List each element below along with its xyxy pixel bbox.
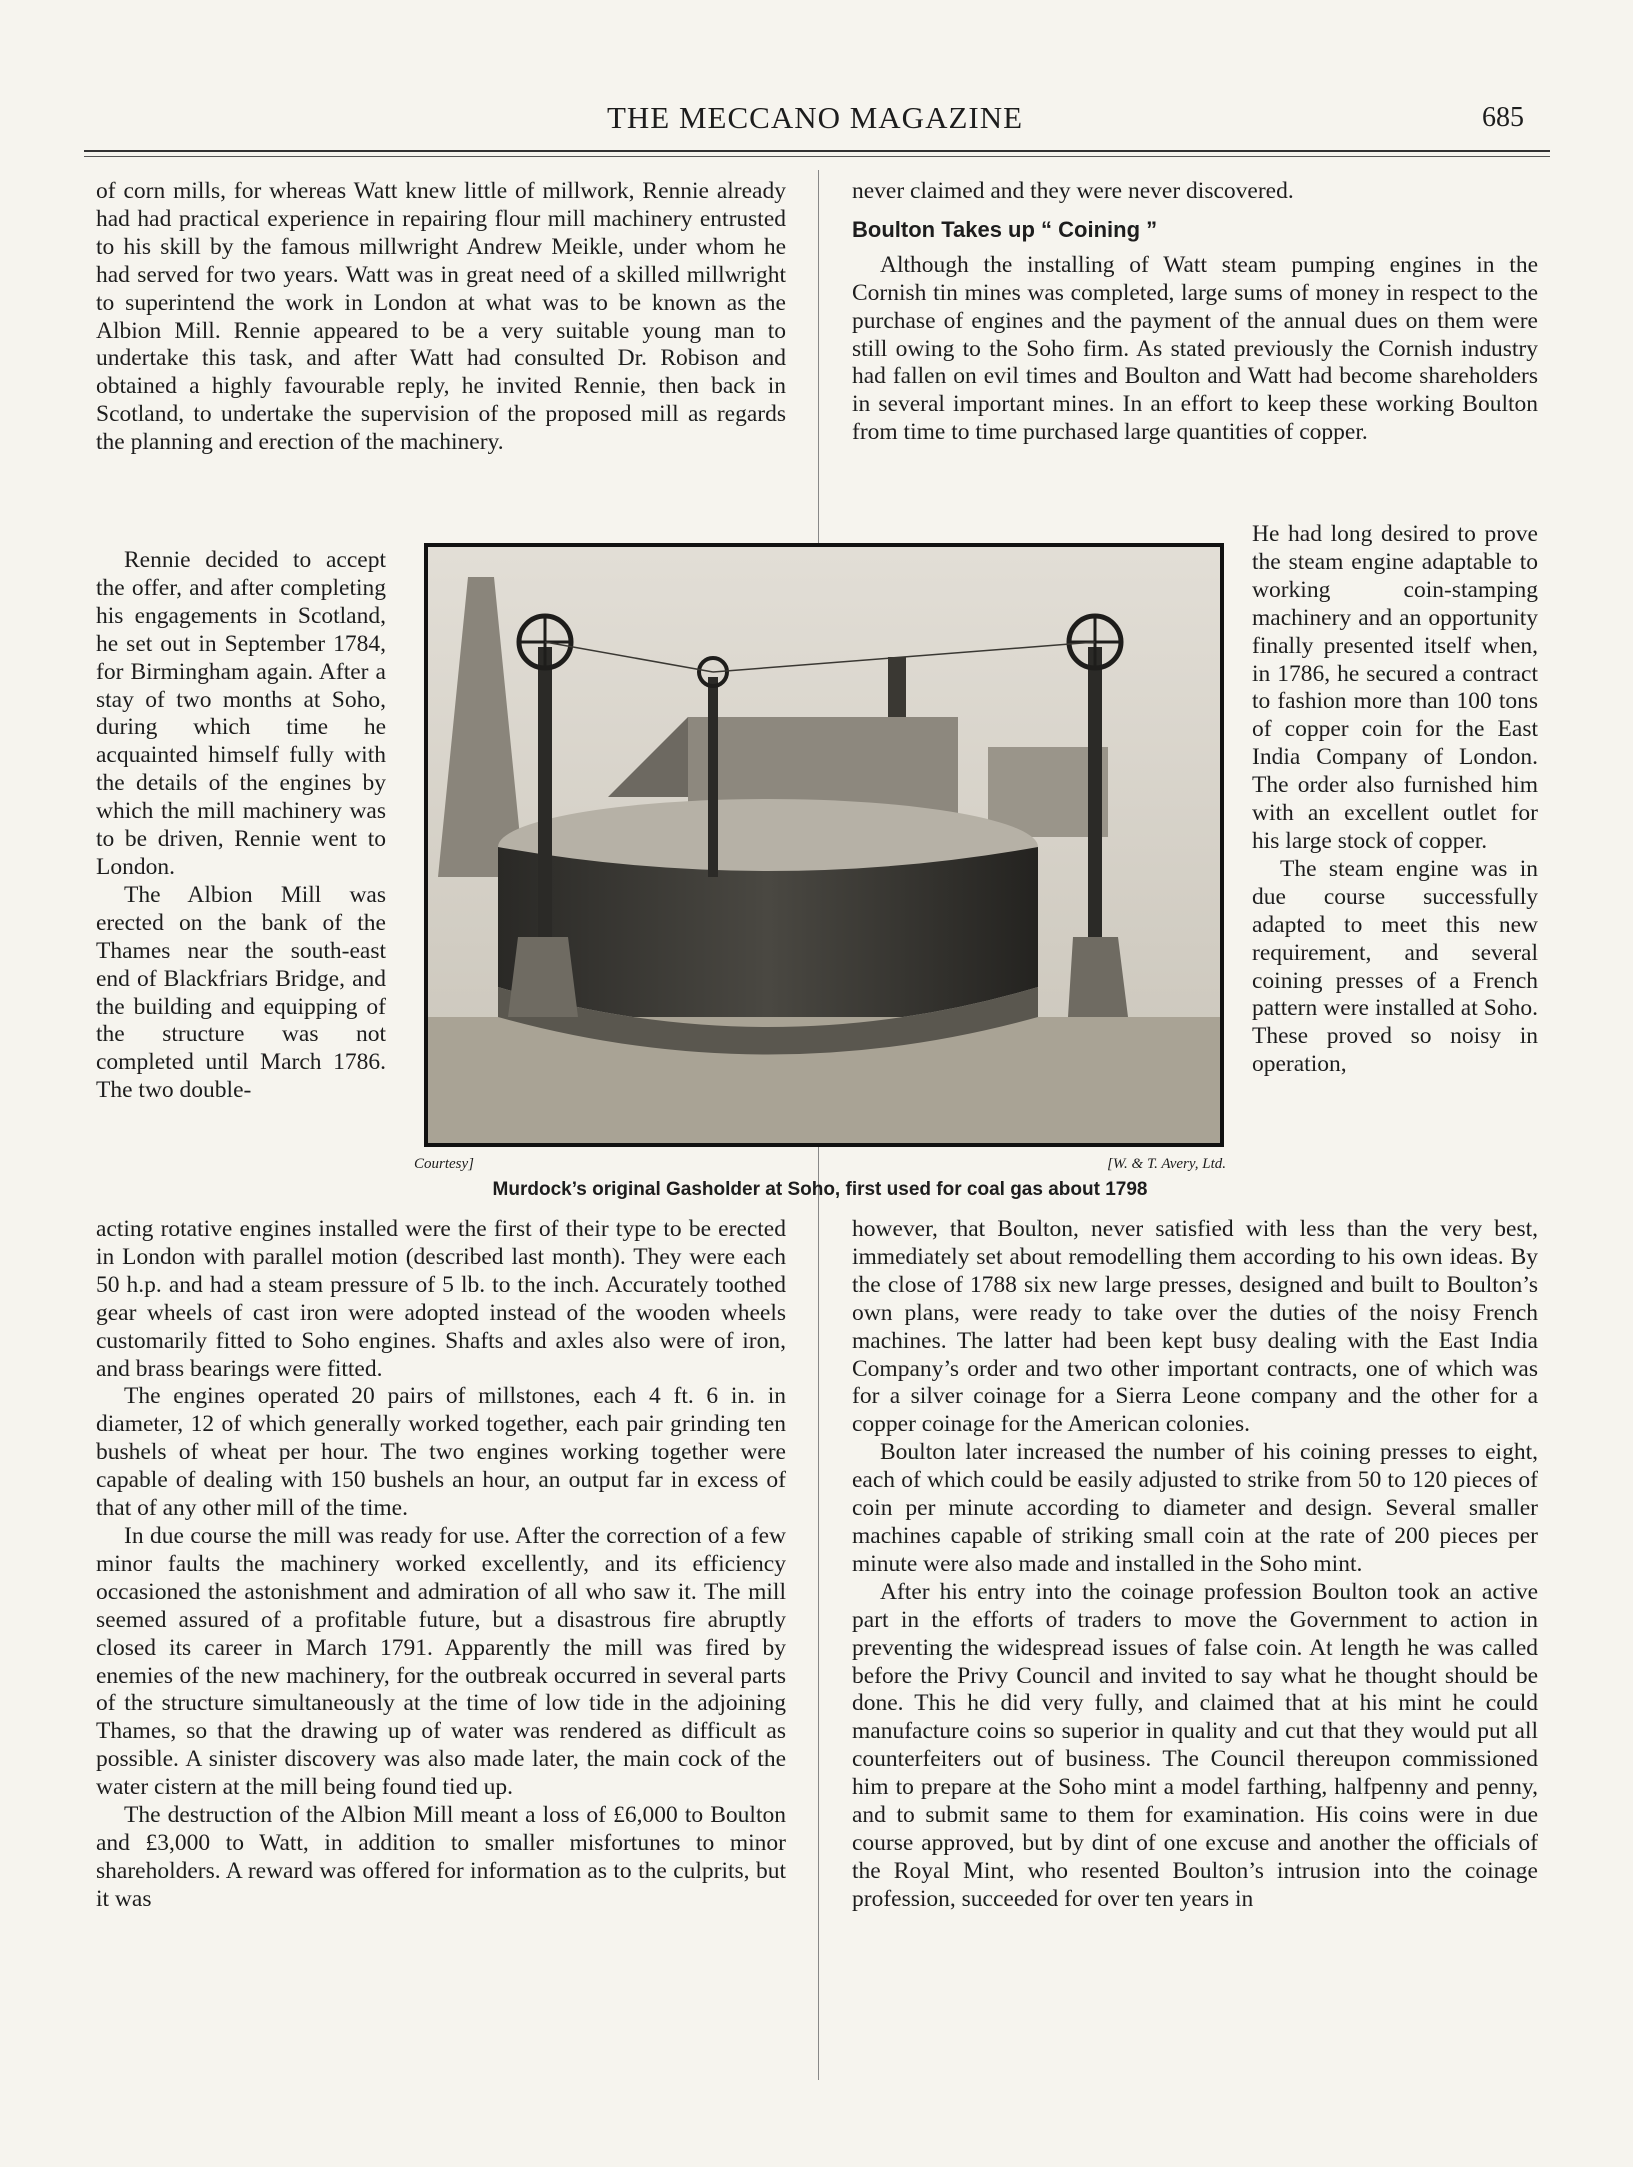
photo-credit-left: Courtesy] — [414, 1156, 474, 1172]
magazine-title: THE MECCANO MAGAZINE — [606, 100, 1024, 135]
photo-credit-right: [W. & T. Avery, Ltd. — [1107, 1156, 1226, 1172]
paragraph: The steam engine was in due course successfully adapted to meet this new requirement, and several coining presses of a French pattern were installed at Soho. These proved so noisy in operation, — [1252, 855, 1538, 1078]
right-column-top — [852, 178, 1538, 447]
paragraph: The Albion Mill was erected on the bank of the Thames near the south-east end of Blackfriars Bridge, and the building and equipping of the structure was not completed until March 1786. The two double- — [96, 881, 386, 1104]
gasholder-photo — [424, 543, 1224, 1147]
paragraph: After his entry into the coinage profession Boulton took an active part in the efforts of traders to move the Government to action in preventing the widespread issues of false coin. At length he was called before the Privy Council and invited to say what he thought should be done. This he did very fully, and claimed that at his mint he could manufacture coins so superior in quality and cut that they would put all counterfeiters out of business. The Council thereupon commissioned him to prepare at the Soho mint a model farthing, halfpenny and penny, and to submit same to them for examination. His coins were in due course approved, but by dint of one excuse and another the officials of the Royal Mint, who resented Boulton’s intrusion into the coinage profession, succeeded for over ten years in — [852, 1578, 1538, 1912]
paragraph: Rennie decided to accept the offer, and after completing his engagements in Scotland, he set out in September 1784, for Birmingham again. After a stay of two months at Soho, during which time he acquainted himself fully with the details of the engines by which the mill machinery was to be driven, Rennie went to London. — [96, 547, 386, 880]
gasholder-illustration — [428, 547, 1220, 1143]
right-column-wrap — [1252, 521, 1538, 1079]
header-rule-thin — [84, 156, 1550, 157]
paragraph: The destruction of the Albion Mill meant a loss of £6,000 to Boulton and £3,000 to Watt, in addition to smaller misfortunes to minor shareholders. A reward was offered for information as to the culprits, but it was — [96, 1802, 786, 1912]
left-column-wrap — [96, 547, 386, 1105]
paragraph: In due course the mill was ready for use. After the correction of a few minor faults the machinery worked excellently, and its efficiency occasioned the astonishment and admiration of all who saw it. The mill seemed assured of a profitable future, but a disastrous fire abruptly closed its career in March 1791. Apparently the mill was fired by enemies of the new machinery, for the outbreak occurred in several parts of the structure simultaneously at the time of low tide in the adjoining Thames, so that the drawing up of water was rendered as difficult as possible. A sinister discovery was also made later, the main cock of the water cistern at the mill being found tied up. — [96, 1522, 786, 1801]
page-number: 685 — [1482, 102, 1524, 133]
paragraph: never claimed and they were never discovered. — [852, 178, 1294, 204]
right-column-bottom — [852, 1216, 1538, 1914]
paragraph: The engines operated 20 pairs of millstones, each 4 ft. 6 in. in diameter, 12 of which generally worked together, each pair grinding ten bushels of wheat per hour. The two engines working together were capable of dealing with 150 bushels an hour, an output far in excess of that of any other mill of the time. — [96, 1383, 786, 1522]
paragraph: He had long desired to prove the steam engine adaptable to working coin-stamping machinery and an opportunity finally presented itself when, in 1786, he secured a contract to fashion more than 100 tons of copper coin for the East India Company of London. The order also furnished him with an excellent outlet for his large stock of copper. — [1252, 521, 1538, 854]
page-header — [80, 100, 1550, 150]
paragraph: acting rotative engines installed were the first of their type to be erected in London with parallel motion (described last month). They were each 50 h.p. and had a steam pressure of 5 lb. to the inch. Accurately toothed gear wheels of cast iron were adopted instead of the wooden wheels customarily fitted to Soho engines. Shafts and axles also were of iron, and brass bearings were fitted. — [96, 1216, 786, 1382]
gasholder-figure — [414, 543, 1226, 1200]
left-column-top — [96, 178, 786, 457]
paragraph: however, that Boulton, never satisfied with less than the very best, immediately set about remodelling them according to his own ideas. By the close of 1788 six new large presses, designed and built to Boulton’s own plans, were ready to take over the duties of the noisy French machines. The latter had been kept busy dealing with the East India Company’s order and two other important contracts, one of which was for a silver coinage for a Sierra Leone company and the other for a copper coinage for the American colonies. — [852, 1216, 1538, 1438]
header-rule — [84, 150, 1550, 152]
figure-caption: Murdock’s original Gasholder at Soho, first used for coal gas about 1798 — [492, 1179, 1148, 1200]
paragraph: Although the installing of Watt steam pumping engines in the Cornish tin mines was completed, large sums of money in respect to the purchase of engines and the payment of the annual dues on them were still owing to the Soho firm. As stated previously the Cornish industry had fallen on evil times and Boulton and Watt had become shareholders in several important mines. In an effort to keep these working Boulton from time to time purchased large quantities of copper. — [852, 251, 1538, 446]
paragraph: Boulton later increased the number of his coining presses to eight, each of which could be easily adjusted to strike from 50 to 120 pieces of coin per minute according to diameter and design. Several smaller machines capable of striking small coin at the rate of 200 pieces per minute were also made and installed in the Soho mint. — [852, 1439, 1538, 1577]
section-subheading: Boulton Takes up “ Coining ” — [852, 216, 1158, 242]
paragraph: of corn mills, for whereas Watt knew little of millwork, Rennie already had had practical experience in repairing flour mill machinery entrusted to his skill by the famous millwright Andrew Meikle, under whom he had served for two years. Watt was in great need of a skilled millwright to superintend the work in London at what was to be known as the Albion Mill. Rennie appeared to be a very suitable young man to undertake this task, and after Watt had consulted Dr. Robison and obtained a highly favourable reply, he invited Rennie, then back in Scotland, to undertake the supervision of the proposed mill as regards the planning and erection of the machinery. — [96, 178, 786, 456]
left-column-bottom — [96, 1216, 786, 1914]
